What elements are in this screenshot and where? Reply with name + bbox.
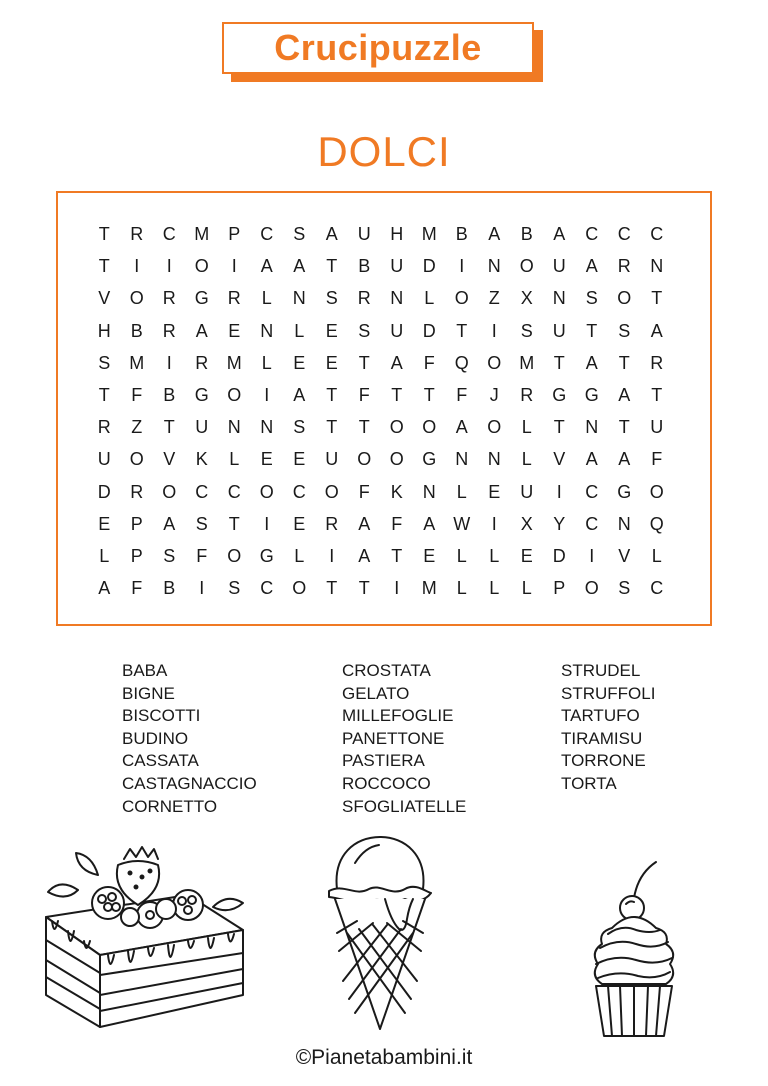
grid-letter: I [134, 256, 140, 277]
grid-letter: T [391, 545, 403, 566]
grid-letter: C [585, 224, 599, 244]
grid-letter: I [199, 578, 205, 599]
letter-grid [88, 218, 673, 604]
grid-letter: E [98, 513, 111, 534]
grid-letter: U [552, 320, 566, 341]
grid-letter: O [422, 417, 437, 438]
grid-letter: V [618, 545, 631, 566]
grid-letter: Z [131, 417, 143, 438]
grid-letter: R [617, 256, 631, 277]
grid-letter: O [389, 417, 404, 438]
grid-letter: U [390, 320, 404, 341]
grid-letter: I [231, 256, 237, 277]
grid-letter: F [196, 545, 208, 566]
grid-letter: I [589, 545, 595, 566]
grid-letter: N [552, 288, 566, 309]
grid-letter: O [292, 578, 307, 599]
word-item: CROSTATA [342, 661, 431, 680]
grid-letter: F [358, 481, 370, 502]
grid-letter: K [390, 481, 403, 502]
grid-letter: C [162, 224, 176, 244]
grid-letter: A [325, 224, 338, 244]
grid-letter: T [326, 417, 338, 438]
grid-letter: E [488, 481, 501, 502]
word-item: GELATO [342, 683, 410, 703]
grid-letter: B [163, 578, 176, 599]
word-item: BIGNE [122, 683, 175, 703]
word-item: SFOGLIATELLE [342, 796, 467, 816]
grid-letter: T [553, 417, 565, 438]
grid-letter: O [519, 256, 534, 277]
grid-letter: I [166, 352, 172, 373]
grid-letter: C [585, 481, 599, 502]
grid-letter: F [131, 578, 143, 599]
grid-letter: K [195, 449, 208, 470]
grid-letter: X [520, 288, 533, 309]
grid-letter: I [556, 481, 562, 502]
grid-letter: C [260, 224, 274, 244]
grid-letter: A [618, 449, 631, 470]
grid-letter: I [394, 578, 400, 599]
grid-letter: M [421, 578, 437, 599]
grid-letter: A [358, 545, 371, 566]
word-item: PANETTONE [342, 728, 445, 748]
grid-letter: N [227, 417, 241, 438]
grid-letter: T [326, 384, 338, 405]
grid-letter: O [487, 352, 502, 373]
grid-letter: N [487, 449, 501, 470]
word-list-column-2 [342, 660, 466, 818]
puzzle-theme: DOLCI [317, 128, 451, 175]
grid-letter: C [650, 578, 664, 599]
grid-letter: B [358, 256, 371, 277]
grid-letter: U [390, 256, 404, 277]
cake-slice-icon [38, 845, 248, 1035]
grid-letter: T [98, 384, 110, 405]
grid-letter: E [293, 513, 306, 534]
grid-letter: R [650, 352, 664, 373]
grid-letter: T [326, 578, 338, 599]
grid-letter: B [520, 224, 533, 244]
word-item: BUDINO [122, 728, 189, 748]
grid-letter: L [261, 352, 272, 373]
grid-letter: S [163, 545, 176, 566]
word-item: STRUFFOLI [561, 683, 656, 703]
grid-letter: N [260, 417, 274, 438]
grid-letter: A [293, 256, 306, 277]
grid-letter: S [618, 320, 631, 341]
grid-letter: R [162, 288, 176, 309]
word-item: CASTAGNACCIO [122, 773, 257, 793]
grid-letter: I [329, 545, 335, 566]
grid-letter: L [651, 545, 662, 566]
grid-letter: Z [488, 288, 500, 309]
grid-letter: S [98, 352, 111, 373]
grid-letter: S [293, 417, 306, 438]
grid-letter: G [552, 384, 567, 405]
grid-letter: O [454, 288, 469, 309]
grid-letter: S [228, 578, 241, 599]
grid-letter: B [130, 320, 143, 341]
grid-letter: C [195, 481, 209, 502]
grid-letter: L [456, 545, 467, 566]
grid-letter: N [390, 288, 404, 309]
word-item: CASSATA [122, 751, 199, 771]
grid-letter: N [260, 320, 274, 341]
grid-letter: T [586, 320, 598, 341]
word-item: TORTA [561, 773, 617, 793]
grid-letter: S [520, 320, 533, 341]
grid-letter: O [617, 288, 632, 309]
grid-letter: U [520, 481, 534, 502]
grid-letter: G [584, 384, 599, 405]
grid-letter: A [390, 352, 403, 373]
grid-letter: F [358, 384, 370, 405]
grid-letter: R [130, 224, 144, 244]
grid-letter: R [195, 352, 209, 373]
grid-letter: E [293, 352, 306, 373]
grid-letter: D [422, 256, 436, 277]
grid-letter: L [489, 578, 500, 599]
grid-letter: S [618, 578, 631, 599]
grid-letter: L [489, 545, 500, 566]
grid-letter: F [131, 384, 143, 405]
grid-letter: O [487, 417, 502, 438]
grid-letter: L [521, 449, 532, 470]
grid-letter: N [487, 256, 501, 277]
grid-letter: F [651, 449, 663, 470]
grid-letter: O [162, 481, 177, 502]
grid-letter: B [163, 384, 176, 405]
grid-letter: N [422, 481, 436, 502]
grid-letter: L [456, 481, 467, 502]
grid-letter: A [553, 224, 566, 244]
grid-letter: O [357, 449, 372, 470]
grid-letter: M [421, 224, 437, 244]
grid-letter: D [422, 320, 436, 341]
grid-letter: P [130, 545, 143, 566]
grid-letter: I [264, 384, 270, 405]
grid-letter: R [520, 384, 534, 405]
grid-letter: R [130, 481, 144, 502]
grid-letter: V [98, 288, 111, 309]
grid-letter: S [358, 320, 371, 341]
grid-letter: L [261, 288, 272, 309]
grid-letter: U [552, 256, 566, 277]
grid-letter: Q [454, 352, 469, 373]
grid-letter: T [651, 384, 663, 405]
grid-letter: M [226, 352, 242, 373]
grid-letter: T [423, 384, 435, 405]
grid-letter: U [97, 449, 111, 470]
word-item: STRUDEL [561, 661, 641, 680]
grid-letter: P [228, 224, 241, 244]
word-item: PASTIERA [342, 751, 425, 771]
grid-letter: T [618, 417, 630, 438]
grid-letter: E [325, 352, 338, 373]
grid-letter: T [358, 417, 370, 438]
grid-letter: O [584, 578, 599, 599]
grid-letter: I [491, 513, 497, 534]
grid-letter: O [649, 481, 664, 502]
grid-letter: C [292, 481, 306, 502]
grid-letter: L [521, 417, 532, 438]
grid-letter: A [618, 384, 631, 405]
grid-letter: M [519, 352, 535, 373]
grid-letter: C [260, 578, 274, 599]
grid-letter: E [423, 545, 436, 566]
grid-letter: S [585, 288, 598, 309]
grid-letter: A [260, 256, 273, 277]
grid-letter: L [99, 545, 110, 566]
word-item: CORNETTO [122, 796, 218, 816]
grid-letter: N [585, 417, 599, 438]
grid-letter: E [325, 320, 338, 341]
grid-letter: P [130, 513, 143, 534]
grid-letter: G [194, 288, 209, 309]
grid-letter: V [163, 449, 176, 470]
word-item: TIRAMISU [561, 728, 643, 748]
word-item: TORRONE [561, 751, 646, 771]
grid-letter: A [195, 320, 208, 341]
grid-letter: H [97, 320, 111, 341]
grid-letter: L [521, 578, 532, 599]
grid-letter: T [358, 578, 370, 599]
grid-letter: O [194, 256, 209, 277]
grid-letter: L [294, 320, 305, 341]
grid-letter: V [553, 449, 566, 470]
grid-letter: N [617, 513, 631, 534]
grid-letter: A [650, 320, 663, 341]
grid-letter: M [194, 224, 210, 244]
grid-letter: O [389, 449, 404, 470]
grid-letter: N [650, 256, 664, 277]
word-item: BABA [122, 661, 168, 680]
title-box [222, 22, 534, 74]
grid-letter: L [294, 545, 305, 566]
grid-letter: C [227, 481, 241, 502]
grid-letter: D [552, 545, 566, 566]
grid-letter: C [650, 224, 664, 244]
grid-letter: R [325, 513, 339, 534]
grid-letter: A [98, 578, 111, 599]
grid-letter: U [195, 417, 209, 438]
grid-letter: C [585, 513, 599, 534]
grid-letter: A [488, 224, 501, 244]
grid-letter: U [325, 449, 339, 470]
grid-letter: T [163, 417, 175, 438]
grid-letter: U [357, 224, 371, 244]
word-item: MILLEFOGLIE [342, 706, 454, 726]
grid-letter: R [357, 288, 371, 309]
grid-letter: E [293, 449, 306, 470]
grid-letter: S [195, 513, 208, 534]
grid-letter: T [98, 224, 110, 244]
grid-letter: G [422, 449, 437, 470]
grid-letter: E [520, 545, 533, 566]
grid-letter: O [129, 449, 144, 470]
grid-letter: P [553, 578, 566, 599]
grid-letter: L [424, 288, 435, 309]
grid-letter: O [227, 545, 242, 566]
grid-letter: T [228, 513, 240, 534]
grid-letter: T [358, 352, 370, 373]
grid-letter: T [456, 320, 468, 341]
grid-letter: T [651, 288, 663, 309]
grid-letter: E [228, 320, 241, 341]
grid-letter: A [455, 417, 468, 438]
grid-letter: T [98, 256, 110, 277]
grid-letter: D [97, 481, 111, 502]
grid-letter: O [129, 288, 144, 309]
grid-letter: R [97, 417, 111, 438]
grid-letter: O [324, 481, 339, 502]
grid-letter: A [358, 513, 371, 534]
word-item: ROCCOCO [342, 773, 431, 793]
copyright-footer: ©Pianetabambini.it [295, 1046, 473, 1069]
grid-letter: Q [649, 513, 664, 534]
grid-letter: H [390, 224, 404, 244]
grid-letter: F [456, 384, 468, 405]
grid-letter: N [455, 449, 469, 470]
grid-letter: U [650, 417, 664, 438]
grid-letter: F [423, 352, 435, 373]
grid-letter: T [618, 352, 630, 373]
grid-letter: I [264, 513, 270, 534]
grid-letter: L [456, 578, 467, 599]
word-list-column-1 [122, 660, 257, 818]
grid-letter: B [455, 224, 468, 244]
grid-letter: A [163, 513, 176, 534]
grid-letter: G [617, 481, 632, 502]
cupcake-icon [574, 860, 694, 1040]
grid-letter: O [259, 481, 274, 502]
grid-letter: C [617, 224, 631, 244]
grid-letter: R [162, 320, 176, 341]
grid-letter: G [259, 545, 274, 566]
grid-letter: T [326, 256, 338, 277]
grid-letter: M [129, 352, 145, 373]
grid-letter: Y [553, 513, 566, 534]
grid-letter: S [293, 224, 306, 244]
grid-letter: F [391, 513, 403, 534]
grid-letter: L [229, 449, 240, 470]
page-title: Crucipuzzle [274, 27, 482, 68]
grid-letter: N [292, 288, 306, 309]
grid-letter: A [585, 256, 598, 277]
grid-letter: S [325, 288, 338, 309]
word-list-column-3 [561, 660, 655, 796]
grid-letter: T [553, 352, 565, 373]
grid-letter: W [453, 513, 471, 534]
word-item: BISCOTTI [122, 706, 201, 726]
grid-letter: I [459, 256, 465, 277]
ice-cream-cone-icon [325, 833, 435, 1033]
grid-letter: A [585, 449, 598, 470]
word-item: TARTUFO [561, 706, 640, 726]
grid-letter: G [194, 384, 209, 405]
grid-letter: J [489, 384, 499, 405]
grid-letter: A [423, 513, 436, 534]
grid-letter: A [293, 384, 306, 405]
grid-letter: E [260, 449, 273, 470]
grid-letter: X [520, 513, 533, 534]
grid-letter: T [391, 384, 403, 405]
grid-letter: R [227, 288, 241, 309]
grid-letter: I [491, 320, 497, 341]
grid-letter: A [585, 352, 598, 373]
grid-letter: O [227, 384, 242, 405]
grid-letter: I [166, 256, 172, 277]
